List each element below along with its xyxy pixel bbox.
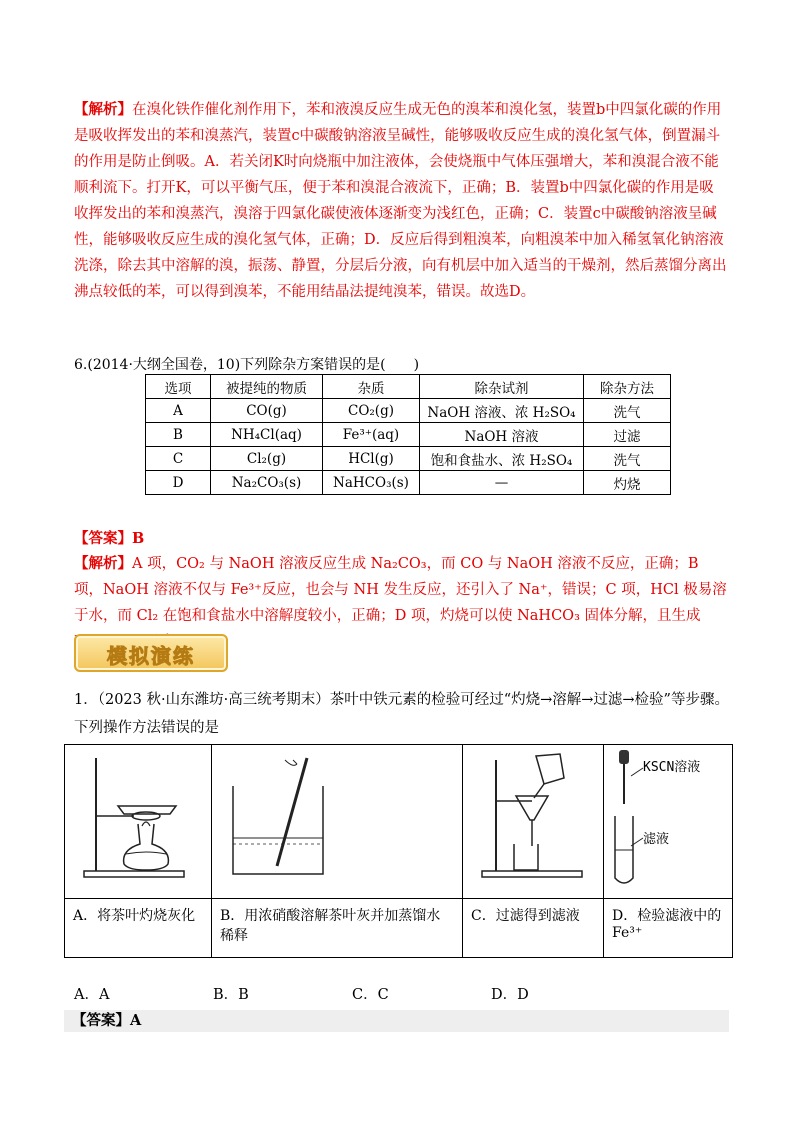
table-header: 除杂方法 (584, 375, 671, 399)
table-cell: Fe³⁺(aq) (323, 423, 420, 447)
table-cell: 饱和食盐水、浓 H₂SO₄ (420, 447, 584, 471)
analysis-6-text: A 项，CO₂ 与 NaOH 溶液反应生成 Na₂CO₃，而 CO 与 NaOH 溶液不反应，正确；B 项，NaOH 溶液不仅与 Fe³⁺反应，也会与 NH 发生反应，还引入了 Na⁺，错误；C 项，HCl 极易溶于水，而 Cl₂ 在饱和食盐水中溶解度较小，正确；D 项，灼烧可以使 NaHCO₃ 固体分解，且生成 (74, 556, 727, 624)
section-banner-text: 模拟演练 (107, 644, 195, 668)
caption-d: D．检验滤液中的Fe³⁺ (604, 899, 733, 958)
table-cell: — (420, 471, 584, 495)
analysis-text: 在溴化铁作催化剂作用下，苯和液溴反应生成无色的溴苯和溴化氢，装置b中四氯化碳的作用是吸收挥发出的苯和溴蒸汽，装置c中碳酸钠溶液呈碱性，能够吸收反应生成的溴化氢气体，倒置漏斗的作用是防止倒吸。A．若关闭K时向烧瓶中加注液体，会使烧瓶中气体压强增大，苯和溴混合液不能顺利流下。打开K，可以平衡气压，便于苯和溴混合液流下，正确；B．装置b中四氯化碳的作用是吸收挥发出的苯和溴蒸汽，溴溶于四氯化碳使液体逐渐变为浅红色，正确；C．装置c中碳酸钠溶液呈碱性，能够吸收反应生成的溴化氢气体，正确；D．反应后得到粗溴苯，向粗溴苯中加入稀氢氧化钠溶液洗涤，除去其中溶解的溴，振荡、静置，分层后分液，向有机层中加入适当的干燥剂，然后蒸馏分离出沸点较低的苯，可以得到溴苯，不能用结晶法提纯溴苯，错误。故选D。 (74, 102, 727, 300)
question-6-stem: 6.(2014·大纲全国卷，10)下列除杂方案错误的是( ) (74, 357, 420, 373)
table-header: 选项 (146, 375, 211, 399)
table-cell: CO(g) (211, 399, 323, 423)
table-cell: CO₂(g) (323, 399, 420, 423)
table-row (146, 423, 671, 447)
figure-cell-c (463, 745, 604, 899)
table-header-row (146, 375, 671, 399)
question-1-stem-line2: 下列操作方法错误的是 (74, 720, 219, 736)
burning-apparatus-figure (66, 746, 210, 893)
caption-a: A．将茶叶灼烧灰化 (65, 899, 212, 958)
caption-row (65, 899, 733, 958)
question-1-stem-line1: 1．（2023 秋·山东潍坊·高三统考期末）茶叶中铁元素的检验可经过“灼烧→溶解→过滤→检验”等步骤。 (74, 692, 729, 708)
figure-row (65, 745, 733, 899)
table-row (146, 399, 671, 423)
option-a: A．A (74, 987, 110, 1003)
figure-cell-d (604, 745, 733, 899)
answer-bar (64, 1010, 729, 1032)
table-cell: A (146, 399, 211, 423)
analysis-paragraph (74, 97, 728, 305)
option-c: C．C (352, 987, 389, 1003)
table-cell: NaHCO₃(s) (323, 471, 420, 495)
table-cell: NaOH 溶液、浓 H₂SO₄ (420, 399, 584, 423)
table-row (146, 471, 671, 495)
table-cell: 过滤 (584, 423, 671, 447)
impurity-table (145, 374, 671, 495)
filtration-figure (464, 746, 602, 893)
table-cell: NH₄Cl(aq) (211, 423, 323, 447)
analysis-tag: 【解析】 (74, 101, 132, 118)
table-header: 杂质 (323, 375, 420, 399)
apparatus-table (64, 744, 733, 958)
option-b: B．B (213, 987, 249, 1003)
table-cell: 洗气 (584, 447, 671, 471)
kscn-label: KSCN溶液 (643, 760, 701, 775)
dissolving-beaker-figure (213, 746, 461, 893)
table-cell: 洗气 (584, 399, 671, 423)
table-cell: C (146, 447, 211, 471)
table-header: 被提纯的物质 (211, 375, 323, 399)
analysis-6-tag: 【解析】 (74, 555, 132, 572)
table-cell: B (146, 423, 211, 447)
figure-cell-b (212, 745, 463, 899)
table-cell: Na₂CO₃(s) (211, 471, 323, 495)
table-row (146, 447, 671, 471)
option-d: D．D (491, 987, 529, 1003)
answer-1: 【答案】A (72, 1012, 142, 1029)
table-cell: 灼烧 (584, 471, 671, 495)
caption-c: C．过滤得到滤液 (463, 899, 604, 958)
table-cell: NaOH 溶液 (420, 423, 584, 447)
section-banner (74, 634, 228, 672)
table-cell: Cl₂(g) (211, 447, 323, 471)
figure-cell-a (65, 745, 212, 899)
table-cell: HCl(g) (323, 447, 420, 471)
table-header: 除杂试剂 (420, 375, 584, 399)
caption-b: B．用浓硝酸溶解茶叶灰并加蒸馏水稀释 (212, 899, 463, 958)
table-cell: D (146, 471, 211, 495)
answer-6: 【答案】B (74, 530, 145, 547)
filtrate-label: 滤液 (643, 832, 670, 847)
